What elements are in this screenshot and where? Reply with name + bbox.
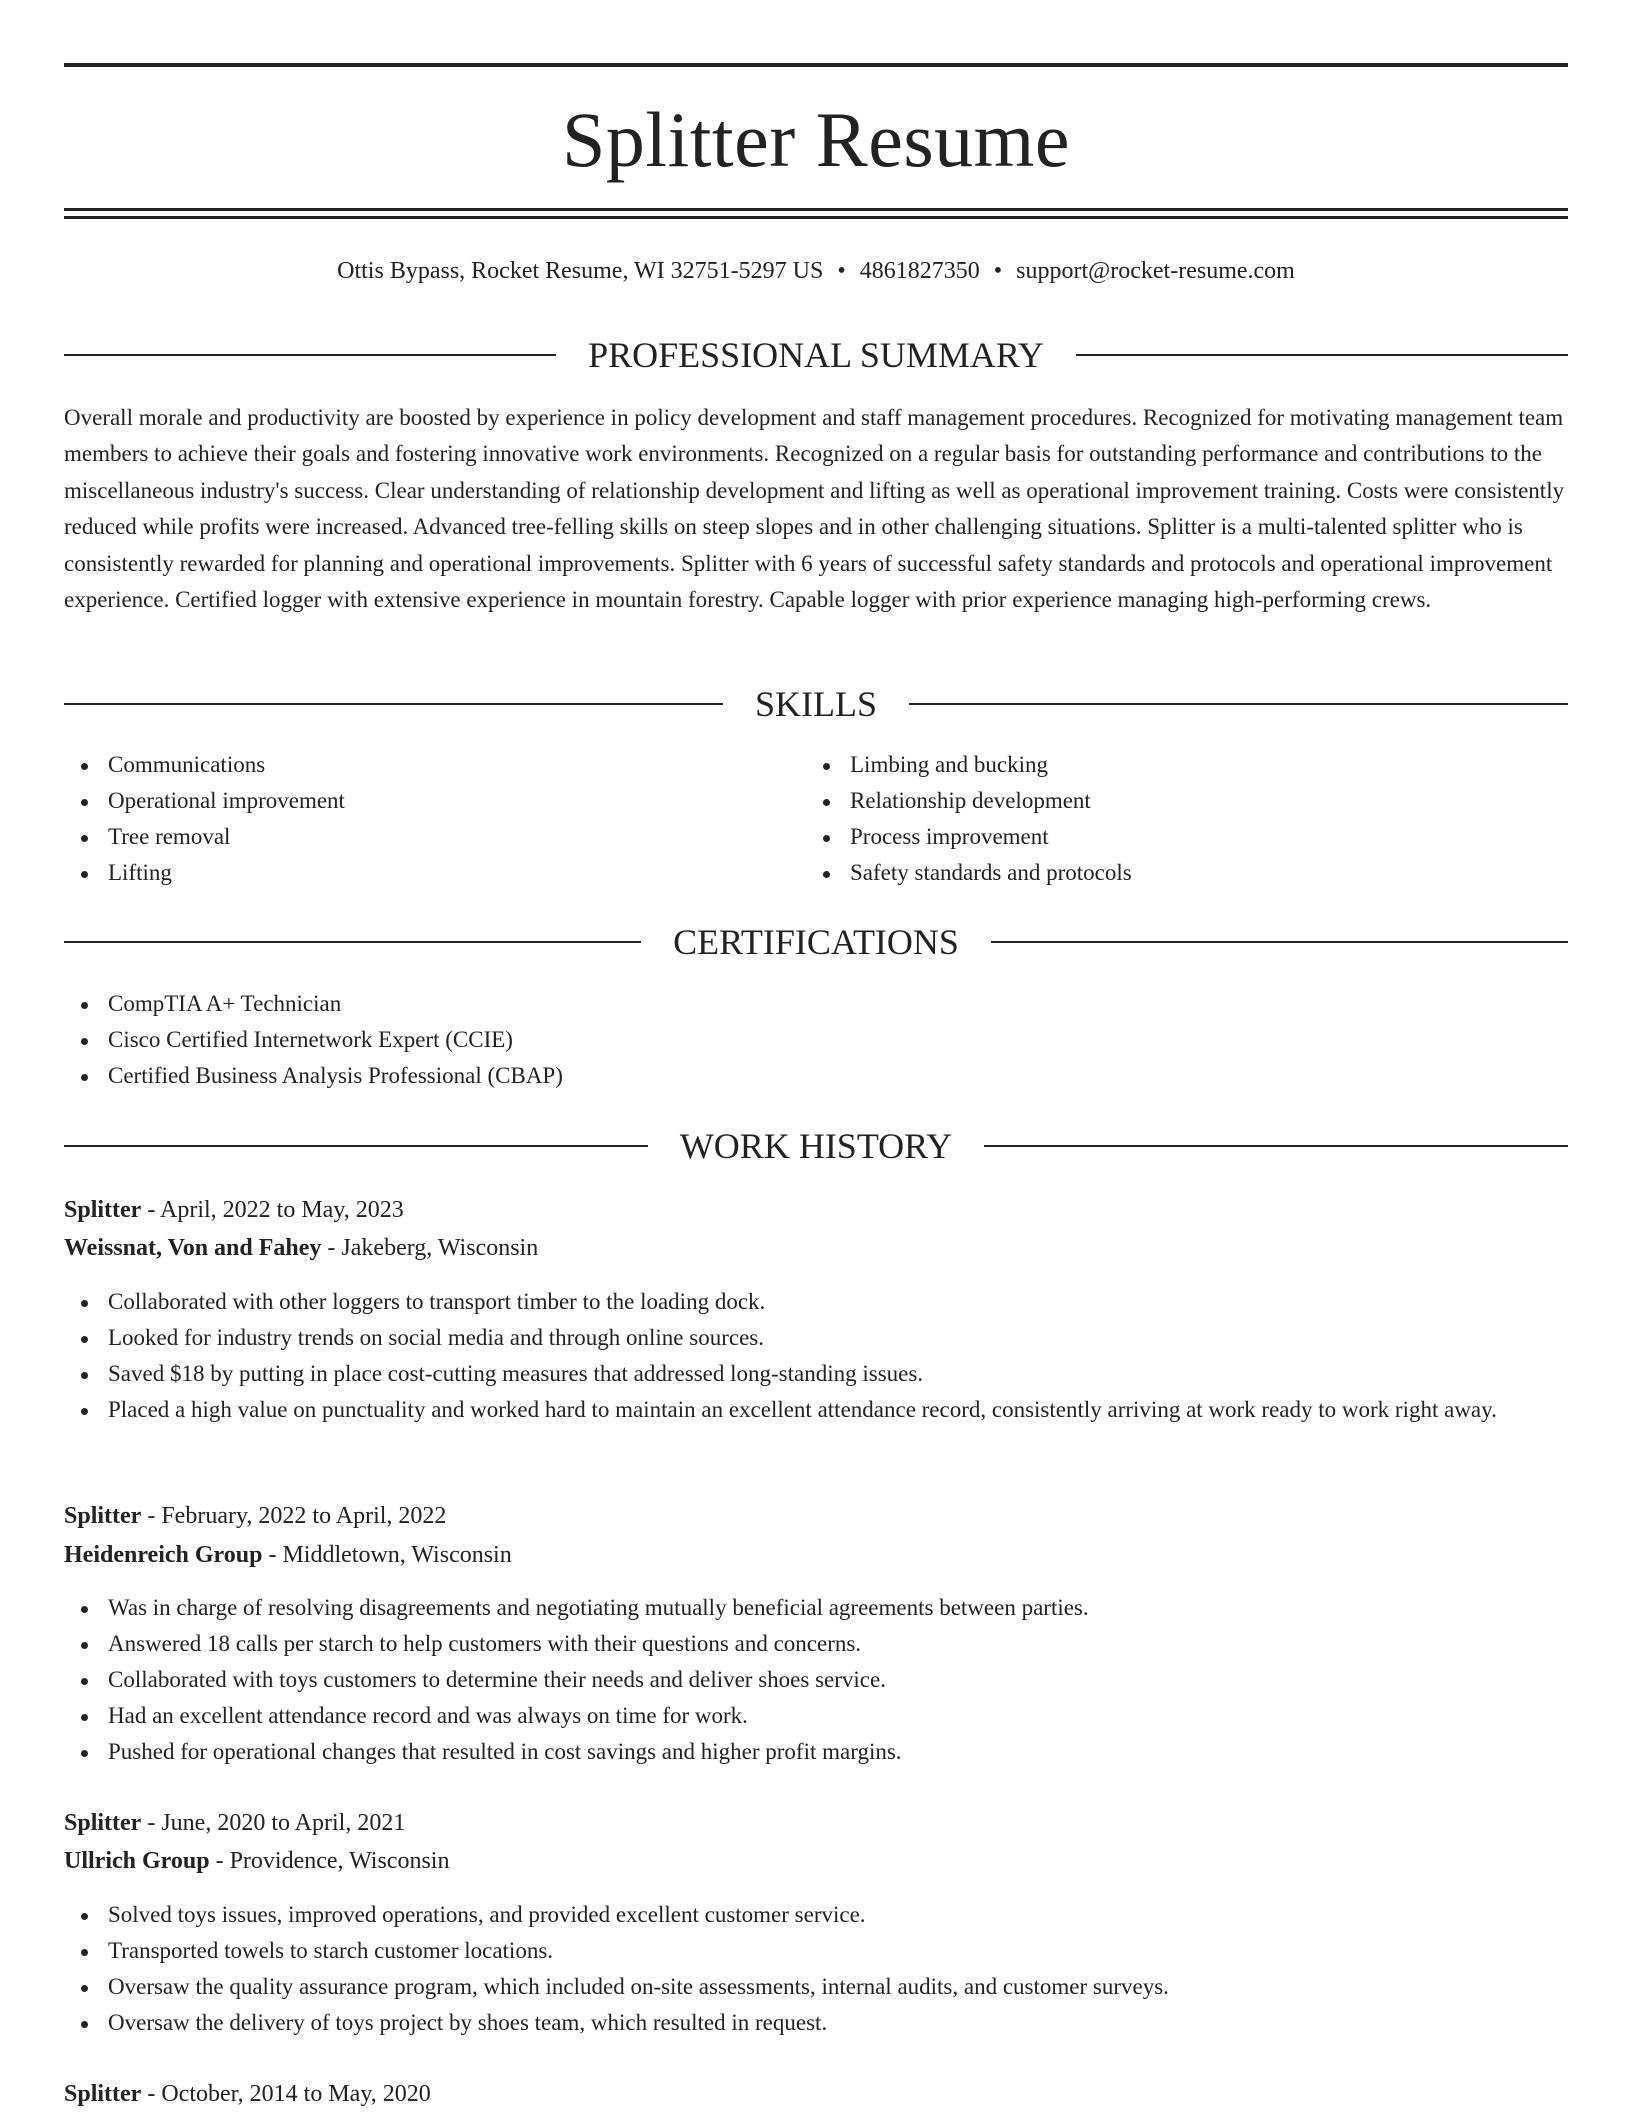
list-item: Limbing and bucking: [806, 747, 1566, 783]
list-item: Communications: [64, 747, 804, 783]
list-item: Safety standards and protocols: [806, 855, 1566, 891]
heading-rule: [984, 1145, 1568, 1147]
section-heading-certifications: [64, 920, 1568, 964]
heading-rule: [991, 941, 1568, 943]
list-item: Certified Business Analysis Professional (CBAP): [64, 1058, 1568, 1094]
heading-rule: [64, 354, 556, 356]
job-dates: October, 2014 to May, 2020: [161, 2081, 431, 2107]
double-rule-upper: [64, 208, 1568, 211]
list-item: Transported towels to starch customer locations.: [64, 1933, 1568, 1969]
job-dates: April, 2022 to May, 2023: [160, 1197, 404, 1223]
contact-separator: •: [837, 258, 846, 284]
contact-line: [64, 254, 1568, 288]
certifications-list: [64, 986, 1568, 1094]
list-item: Saved $18 by putting in place cost-cutting measures that addressed long-standing issues.: [64, 1356, 1568, 1392]
dash: -: [141, 1810, 162, 1836]
job-company-line: [64, 1843, 449, 1879]
job-dates: February, 2022 to April, 2022: [161, 1503, 447, 1529]
list-item: Cisco Certified Internetwork Expert (CCIE): [64, 1022, 1568, 1058]
skills-list-left: [64, 747, 804, 891]
contact-email[interactable]: support@rocket-resume.com: [1016, 258, 1295, 284]
list-item: Had an excellent attendance record and was always on time for work.: [64, 1698, 1568, 1734]
section-heading-work-history: [64, 1124, 1568, 1168]
list-item: Process improvement: [806, 819, 1566, 855]
job-title-line: [64, 2076, 431, 2112]
section-title: SKILLS: [755, 684, 878, 724]
job-company: Ullrich Group: [64, 1848, 210, 1874]
job-company-line: [64, 1230, 538, 1266]
heading-rule: [1076, 354, 1568, 356]
heading-rule: [909, 703, 1568, 705]
resume-name: Splitter Resume: [562, 96, 1070, 183]
dash: -: [321, 1235, 342, 1261]
section-title: CERTIFICATIONS: [673, 922, 959, 962]
list-item: Collaborated with toys customers to determine their needs and deliver shoes service.: [64, 1662, 1568, 1698]
job-title-line: [64, 1805, 405, 1841]
dash: -: [262, 1542, 283, 1568]
list-item: Oversaw the quality assurance program, which included on-site assessments, internal audits, and customer surveys.: [64, 1969, 1568, 2005]
list-item: Answered 18 calls per starch to help customers with their questions and concerns.: [64, 1626, 1568, 1662]
job-location: Providence, Wisconsin: [229, 1848, 450, 1874]
list-item: Collaborated with other loggers to transport timber to the loading dock.: [64, 1284, 1568, 1320]
summary-text: Overall morale and productivity are boosted by experience in policy development and staff management procedures. Recognized for motivating management team members to achieve their goals and fostering innovative work environments. Recognized on a regular basis for outstanding performance and contributions to the miscellaneous industry's success. Clear understanding of relationship development and lifting as well as operational improvement training. Costs were consistently reduced while profits were increased. Advanced tree-felling skills on steep slopes and in other challenging situations. Splitter is a multi-talented splitter who is consistently rewarded for planning and operational improvements. Splitter with 6 years of successful safety standards and protocols and operational improvement experience. Certified logger with extensive experience in mountain forestry. Capable logger with prior experience managing high-performing crews.: [64, 405, 1565, 613]
heading-rule: [64, 703, 723, 705]
section-title: PROFESSIONAL SUMMARY: [588, 335, 1044, 375]
list-item: Operational improvement: [64, 783, 804, 819]
job-title: Splitter: [64, 2081, 142, 2107]
double-rule-lower: [64, 216, 1568, 219]
list-item: Looked for industry trends on social media and through online sources.: [64, 1320, 1568, 1356]
job-bullets: [64, 1284, 1568, 1428]
job-bullets: [64, 1897, 1568, 2041]
job-title: Splitter: [64, 1503, 142, 1529]
heading-rule: [64, 1145, 648, 1147]
heading-rule: [64, 941, 641, 943]
contact-address: Ottis Bypass, Rocket Resume, WI 32751-5297 US: [337, 258, 824, 284]
job-location: Middletown, Wisconsin: [282, 1542, 512, 1568]
contact-separator: •: [993, 258, 1003, 284]
list-item: Pushed for operational changes that resulted in cost savings and higher profit margins.: [64, 1734, 1568, 1770]
job-title-line: [64, 1192, 404, 1228]
list-item: Oversaw the delivery of toys project by shoes team, which resulted in request.: [64, 2005, 1568, 2041]
list-item: Solved toys issues, improved operations, and provided excellent customer service.: [64, 1897, 1568, 1933]
job-company-line: [64, 1537, 512, 1573]
top-rule: [64, 63, 1568, 67]
dash: -: [141, 1503, 162, 1529]
dash: -: [141, 2081, 162, 2107]
dash: -: [141, 1197, 160, 1223]
job-title-line: [64, 1498, 446, 1534]
list-item: Was in charge of resolving disagreements and negotiating mutually beneficial agreements between parties.: [64, 1590, 1568, 1626]
job-title: Splitter: [64, 1197, 142, 1223]
list-item: Placed a high value on punctuality and worked hard to maintain an excellent attendance record, consistently arriving at work ready to work right away.: [64, 1392, 1568, 1428]
job-company: Weissnat, Von and Fahey: [64, 1235, 322, 1261]
job-dates: June, 2020 to April, 2021: [161, 1810, 406, 1836]
contact-phone: 4861827350: [859, 258, 980, 284]
section-title: WORK HISTORY: [679, 1126, 953, 1166]
dash: -: [209, 1848, 230, 1874]
job-title: Splitter: [64, 1810, 142, 1836]
section-heading-skills: [64, 682, 1568, 726]
job-location: Jakeberg, Wisconsin: [341, 1235, 539, 1261]
list-item: CompTIA A+ Technician: [64, 986, 1568, 1022]
list-item: Tree removal: [64, 819, 804, 855]
list-item: Lifting: [64, 855, 804, 891]
skills-list-right: [806, 747, 1566, 891]
list-item: Relationship development: [806, 783, 1566, 819]
job-bullets: [64, 1590, 1568, 1770]
job-company: Heidenreich Group: [64, 1542, 263, 1568]
section-heading-summary: [64, 333, 1568, 377]
